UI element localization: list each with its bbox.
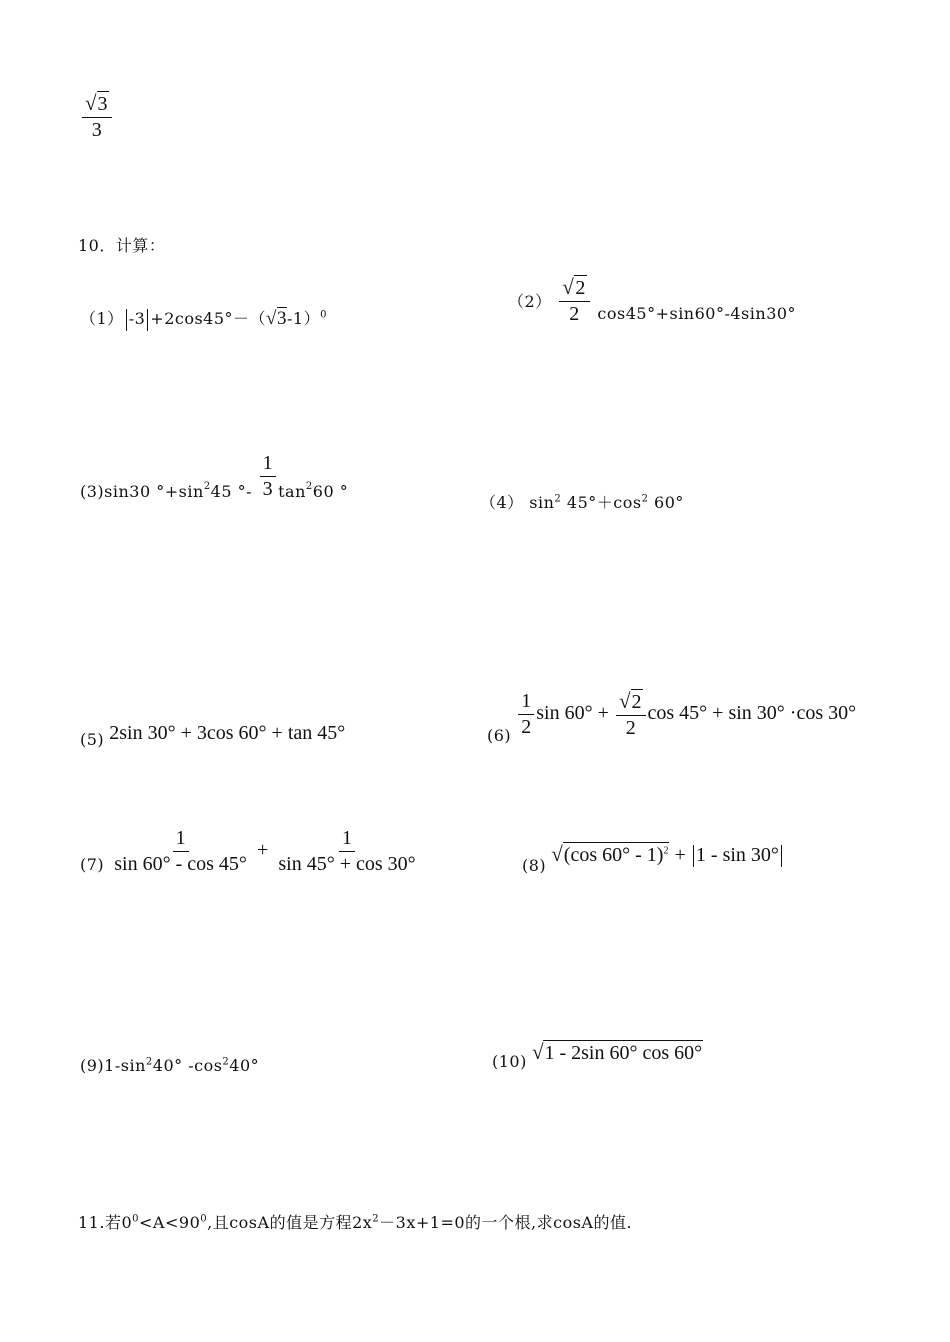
problem-8: (8) √(cos 60° - 1)$^2$ + 1 - sin 30° bbox=[522, 842, 784, 875]
problem-7: (7) $\frac{1}{\sin 60^\circ - \cos 45^\circ}$ + $\frac{1}{\sin 45^\circ + \cos 30^\circ}$ bbox=[80, 827, 416, 875]
problem-9: $(9)1-\sin^240^\circ$ $-\cos^240^\circ$ bbox=[80, 1056, 260, 1075]
question-11: 11.若$0^0<A<90^0$,且cosA的值是方程$2x^2-3x+1=0$的一个根,求cosA的值. bbox=[78, 1213, 633, 1232]
problem-1: （1） $-3 +2\cos 45^\circ-(√3-1)^0$ bbox=[80, 308, 327, 329]
problem-4: （4） $\sin^2 45^\circ+\cos^2$ 60° bbox=[480, 493, 684, 512]
problem-2: （2） $\frac{√2}{2}$ cos45°+sin60°-4sin30° bbox=[508, 275, 797, 325]
problem-5: (5) 2sin 30° + 3cos 60° + tan 45° bbox=[80, 722, 346, 749]
problem-3: (3)sin30 $^\circ+\sin_245$ °- $\frac{1}{3}$ $\tan_260$ ° bbox=[80, 452, 349, 501]
problem-6: (6) $\frac{1}{2}$ sin 60° + $\frac{√2}{2}$ cos 45° + sin 30° ·cos 30° bbox=[487, 689, 857, 745]
problem-10: (10) √1 - 2sin 60° cos 60° bbox=[492, 1040, 703, 1071]
q10-heading: 10．计算： bbox=[78, 236, 166, 255]
top-fraction: $\frac{√3}{3}$ bbox=[80, 92, 114, 141]
